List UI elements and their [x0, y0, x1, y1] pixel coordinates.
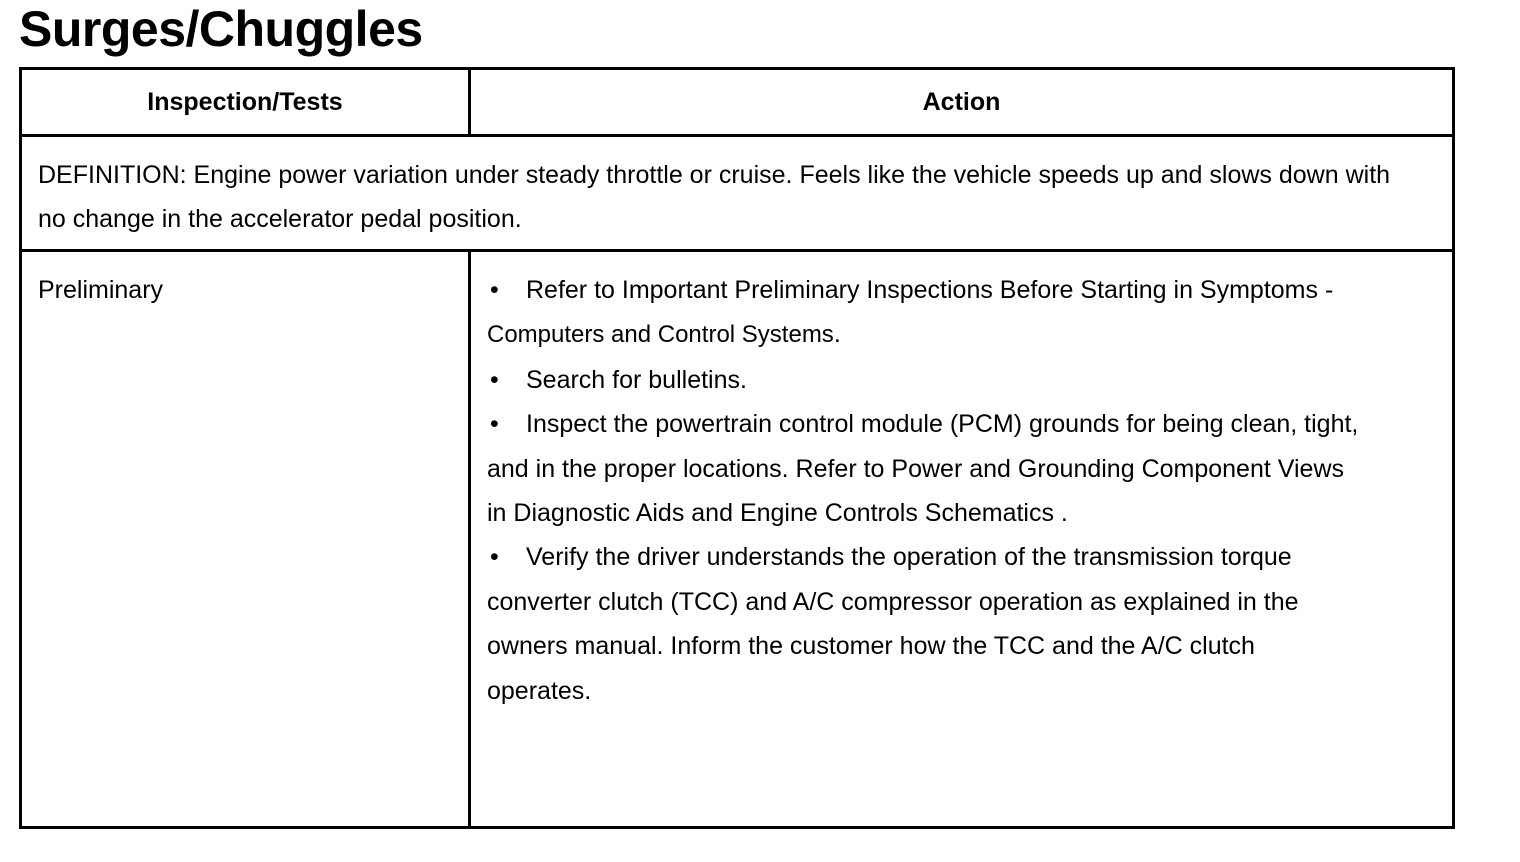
action-item-text: Refer to Important Preliminary Inspections Before Starting in Symptoms — [526, 276, 1318, 304]
bullet-icon: • — [490, 543, 499, 572]
table-header-row — [21, 69, 1454, 136]
bullet-icon: • — [490, 365, 499, 394]
action-item-text: Inspect the powertrain control module (PCM) grounds for being clean, tight, and in the proper locations. Refer to Power and Grounding Component Views in Diagnostic Aids — [487, 410, 1359, 528]
action-item — [487, 402, 1364, 535]
bullet-icon: • — [490, 410, 499, 439]
header-action: Action — [470, 69, 1454, 136]
action-item-separator: - — [1318, 276, 1334, 304]
symptom-table — [19, 67, 1455, 829]
page-title: Surges/Chuggles — [19, 1, 423, 57]
definition-text: DEFINITION: Engine power variation under steady throttle or cruise. Feels like the vehicle speeds up and slows down with no change in the accelerator pedal position. — [21, 136, 1454, 251]
action-item-text: Verify the driver understands the operation of the transmission torque converter clutch (TCC) and A/C compressor operation as explained in the owners manual. Inform the customer how the TCC and the A/C clutch operates. — [487, 543, 1299, 705]
table-row — [21, 251, 1454, 828]
action-item-separator: and — [684, 499, 740, 528]
action-item-tail: . — [1053, 499, 1068, 528]
definition-row — [21, 136, 1454, 251]
action-item — [487, 535, 1364, 713]
action-item-tail: . — [833, 320, 841, 349]
computers-and-control-systems-link[interactable]: Computers and Control Systems — [487, 321, 834, 349]
bullet-icon: • — [490, 276, 499, 304]
inspection-cell: Preliminary — [21, 251, 470, 828]
engine-controls-schematics-link[interactable]: Engine Controls Schematics — [739, 499, 1054, 528]
action-cell — [470, 251, 1454, 828]
action-item-text: Search for bulletins. — [526, 365, 747, 394]
header-inspection-tests: Inspection/Tests — [21, 69, 470, 136]
action-item — [487, 268, 1364, 358]
action-item — [487, 358, 1364, 402]
